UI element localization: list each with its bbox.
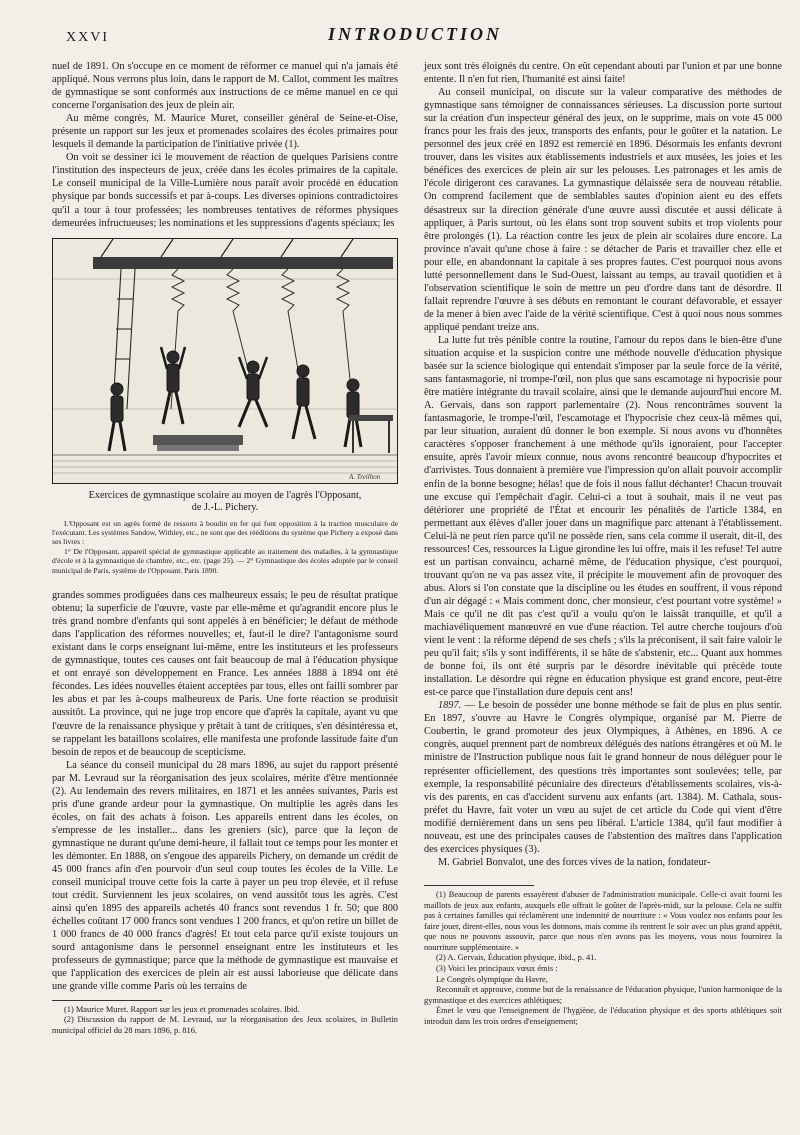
paragraph <box>424 699 782 856</box>
paragraph: nuel de 1891. On s'occupe en ce moment de réformer ce manuel qui n'a jamais été appliqué. Nous verrons plus loin, dans le rapport de M. Callot, comment les maîtres de gymnastique se sont conformés aux instructions de ce même manuel en ce qui concerne l'organisation des jeux de plein air. <box>52 61 398 112</box>
year-heading: 1897. <box>438 700 462 712</box>
paragraph: Au conseil municipal, on discute sur la valeur comparative des méthodes de gymnastique sans témoigner de connaissances sérieuses. La discussion porte surtout sur la création d'un inspecteur général des jeux, on le supprime, mais on vote 45 000 francs pour les frais des jeux, transports des enfants, pour le goûter et la natation. Le personnel des jeux créé en 1892 est remercié en 1896. Désormais les enfants devront trouver, dans les visites aux établissements industriels et aux musées, les joies et les bénéfices des exercices de plein air sur les pelouses. Les patronages et les amis de l'école dirigeront ces caravanes. La gymnastique délaissée sera de nouveau rétablie. On comprend facilement que de semblables sautes d'opinion aient eu des effets désastreux sur la direction générale d'une œuvre aussi discutée et aussi délicate à appliquer, à Paris surtout, où les élans sont trop souvent subits et trop violents pour être prolongés (1). La réaction contre les jeux de plein air scolaires dure encore. La province n'avait qu'une chose à faire : se détacher de Paris et travailler chez elle et pour elle, en abandonnant la capitale à ses propres fautes. C'est pourquoi nous avons lutté personnellement dans le Sud-Ouest, laissant au temps, au travail quotidien et à l'observation scientifique le soin de mettre un peu d'ordre dans tant de désordre. Il fallait reprendre l'œuvre à ses débuts en remontant le courant défavorable, et essayer de la mener à bien avec l'aide de la vérité scientifique. C'est à quoi nous nous sommes appliqué pendant treize ans. <box>424 87 782 333</box>
left-column <box>52 60 398 1036</box>
footnote: (1) Maurice Muret. Rapport sur les jeux et promenades scolaires. Ibid. <box>64 1004 300 1014</box>
figure-note: 1° De l'Opposant, appareil spécial de gymnastique applicable au traitement des maladies, à la gymnastique d'école et à la gymnastique de chambre, etc., etc. (page 25). — 2° Gymnastique des écoles adoptée par le conseil municipal de Paris, système de l'Opposant. Paris 1890. <box>52 546 398 575</box>
paragraph: La lutte fut très pénible contre la routine, l'amour du repos dans le bien-être d'une situation acquise et la suspicion contre une méthode nouvelle d'éducation physique basée sur la science biologique qui entendait s'imposer par la seule force de la vérité, sans fantasmagorie, ni trompe-l'œil, non plus que sans escamotage ni hypocrisie pour être matière intégrante du travail scolaire, ainsi que le demande aujourd'hui encore M. A. Gervais, dans son rapport parlementaire (2). Nous rencontrâmes souvent la fantasmagorie, le trompe-l'œil, l'escamotage et l'hypocrisie chez ceux-là mêmes qui, par leur situation, auraient dû donner le bon exemple. Si nous avons vu d'honnêtes caractères s'opposer franchement à une méthode qu'ils ignoraient, pour l'accepter ensuite, après l'avoir mieux connue, nous avons rencontré beaucoup d'hypocrites et d'arrivistes. Tous donnaient à première vue l'impression qu'on allait pouvoir accomplir enfin de la bonne besogne; hélas! que de fois il nous fallut déchanter! Chacun trouvait une excuse qui l'empêchait d'agir. Celui-ci a tout à souhait, mais il ne veut pas détériorer une propriété de l'État et encourir les pénalités de l'article 1384, en permettant aux élèves d'aller jouer dans un magnifique parc attenant à l'établissement. Celui-là ne peut rien parce qu'il ne possède rien, sans cela comme il userait, dit-il, des ressources! Ces, ressources la Ligue girondine les lui offre, mais il les refuse! Tel autre est un partisan convaincu, acharné même, de l'éducation physique, c'est pourquoi, trouvant qu'on ne va pas assez vite, il précipite le mouvement afin de provoquer des abus. Alors si l'on constate que la discipline ou les études en souffrent, il vous répond d'un air dégagé : « Mais comment donc, cher monsieur, c'est pourtant votre système! » Mais ce qu'il ne dit pas c'est qu'il a voulu qu'on le laissât tranquille, et qu'il a machiavéliquement manœuvré en vue d'une réaction. Tel autre cherche toujours d'où vient le vent : la réforme dépend de ses chefs ; s'ils la préconisent, il sait faire valoir le peu qu'il fait; s'ils y sont indifférents, il se hâte de s'abstenir, etc... Quant aux hommes de bonne foi, ils ont été surpris par le désordre inévitable qui précède toute installation. Le désordre qui règne en éducation physique est grand encore, peut-être est-ce parce que l'installation dure depuis cent ans! <box>424 334 782 699</box>
engraving-drawing <box>53 239 397 483</box>
right-column <box>424 60 782 1028</box>
page-number: XXVI <box>66 30 109 45</box>
footnote: Reconnaît et approuve, comme but de la renaissance de l'éducation physique, l'union harmonique de la gymnastique et des exercices athlétiques; <box>424 985 782 1005</box>
figure <box>52 238 398 575</box>
paragraph: grandes sommes prodiguées dans ces malheureux essais; le peu de résultat pratique obtenu; la superficie de l'œuvre, vaste par elle-même et qu'agrandit encore plus le très grand nombre d'enfants qui sont appelés à en bénéficier; le défaut de méthode dans l'application des réformes nouvelles; et, faut-il le dire? l'antagonisme sourd existant dans le corps enseignant lui-même, entre les instituteurs et les professeurs de gymnastique, toutes ces causes ont fait beaucoup de mal à l'éducation physique et ont enrayé son développement en France. Les années 1888 à 1894 ont été fécondes. Les idées nouvelles étaient acceptées par tous, elles ont failli sombrer par les abus et par les à-coups malheureux de Paris. Une forte réaction se produisit aussitôt. La province, qui ne juge trop encore que d'après la capitale, ayant vu que l'œuvre de la renaissance physique y prêtait à tant de critiques, s'en désintéressa et, se rappelant les bataillons scolaires, elle manifesta une profonde lassitude faite d'un besoin de repos et de beaucoup de scepticisme. <box>52 590 398 758</box>
figure-caption <box>52 490 398 515</box>
gymnastics-illustration <box>52 238 398 484</box>
footnotes <box>424 890 782 1028</box>
caption-line: de J.-L. Pichery. <box>191 502 259 514</box>
paragraph: On voit se dessiner ici le mouvement de réaction de quelques Parisiens contre l'institution des inspecteurs de jeux, créée dans les écoles primaires de la capitale. Le conseil municipal de la Ville-Lumière nous paraît avoir procédé en éducation physique par bonds successifs et par à-coups. Les diverses opinions contradictoires qu'il a tour à tour professées; les nombreuses tentatives de réformes physiques demeurées infructueuses; les nominations et les suppressions d'agents spéciaux; les <box>52 152 398 229</box>
paragraph-text: — Le besoin de posséder une bonne méthode se fait de plus en plus sentir. En 1897, s'ouvre au Havre le Congrès olympique, organisé par M. Pierre de Coubertin, le grand promoteur des jeux Olympiques, à Athènes, en 1896. A ce congrès, auquel prennent part de nombreux délégués des nations étrangères et où M. le ministre de l'Instruction publique nous fait le grand honneur de nous déléguer pour le représenter officiellement, des questions très importantes sont soulevées; telle, par exemple, la responsabilité pécuniaire des directeurs d'établissements scolaires, vis-à-vis des parents, en cas d'accident survenu aux enfants (art. 1384). M. Cathala, sous-préfet du Havre, fait voter un vœu au sujet de cet article du Code qui vient d'être modifié dernièrement dans un sens peu libéral. L'article 1384, qu'il faut modifier à nouveau, est une des principales causes de l'abstention des maîtres dans l'application des exercices physiques (3). <box>424 700 782 855</box>
figure-notes <box>52 519 398 575</box>
footnote: (2) Discussion du rapport de M. Levraud, sur la réorganisation des Jeux scolaires, in Bulletin municipal officiel du 28 mars 1896, p. 816. <box>52 1015 398 1035</box>
caption-line: Exercices de gymnastique scolaire au moyen de l'agrès l'Opposant, <box>88 489 362 501</box>
footnote: Émet le vœu que l'enseignement de l'hygiène, de l'éducation physique et des sports athlétiques soit introduit dans les trois ordres d'enseignement; <box>424 1006 782 1027</box>
running-title: INTRODUCTION <box>327 24 502 44</box>
footnote: (3) Voici les principaux vœux émis : <box>436 964 558 974</box>
footnotes <box>52 1005 398 1037</box>
footnote: Le Congrès olympique du Havre, <box>436 974 548 984</box>
paragraph: M. Gabriel Bonvalot, une des forces vives de la nation, fondateur- <box>438 856 711 868</box>
paragraph: La séance du conseil municipal du 28 mars 1896, au sujet du rapport présenté par M. Levraud sur la réorganisation des jeux scolaires, mérite d'être mentionnée (2). Au lendemain des revers militaires, en 1871 et les années suivantes, Paris est pris d'une grande ardeur pour la gymnastique. On multiplie les agrès dans les écoles, on fait des achats à foison. Les appareils entrent dans les écoles, on s'empresse de les installer... dans les greniers (sic), parce que la leçon de gymnastique ne durant qu'une demi-heure, il fallait tout ce temps pour les monter et les démonter. En 1888, on s'engoue des appareils Pichery, on demande un crédit de 45 000 francs afin d'en pourvoir d'un seul coup toutes les écoles de la Ville. Le conseil municipal trouve cette fois la carte à payer un peu trop élevée, et il refuse tout crédit. Surviennent les jeux scolaires, on vend aussitôt tous les agrès. C'est ainsi qu'en 1895 des appareils achetés 40 francs sont revendus 1 fr. 50; que 800 échelles coûtant 17 000 francs sont vendues 1 200 francs, et qu'on retire un billet de 1 000 francs de 40 000 francs d'agrès! Et tout cela parce qu'il existe toujours un sourd antagonisme dans le personnel enseignant entre les instituteurs et les professeurs de gymnastique; parce que la méthode de gymnastique est mauvaise et que l'application des exercices de plein air est aussi laborieuse que délicate dans une grande ville comme Paris où les terrains de <box>52 759 398 993</box>
running-header <box>50 22 780 48</box>
footnote: (1) Beaucoup de parents essayèrent d'abuser de l'administration municipale. Celle-ci avait fourni les maillots de jeux aux enfants, auxquels elle offrait le goûter de l'après-midi, sur la pelouse. Cela ne suffit pas à certaines familles qui réclamèrent une indemnité de nourriture : « Vous voulez nos enfants pour les faire jouer, dirent-elles, nous vous les donnons, mais comme ils rentrent le soir avec un plus grand appétit, que nous ne pouvons assouvir, parce que nous n'en avons pas les moyens, vous nous fournirez la nourriture supplémentaire. » <box>424 889 782 952</box>
paragraph: jeux sont très éloignés du centre. On eût cependant abouti par l'union et par une bonne entente. Il n'en fut rien, l'humanité est ainsi faite! <box>424 61 782 86</box>
footnote-rule <box>52 1000 162 1001</box>
artist-signature: A. Treilhon <box>349 472 381 481</box>
footnote: (2) A. Gervais, Éducation physique, ibid., p. 41. <box>436 953 597 963</box>
footnote-rule <box>424 885 534 886</box>
figure-note: L'Opposant est un agrès formé de ressorts à boudin en fer qui font opposition à la traction musculaire de l'exécutant. Les systèmes Sandow, Withley, etc., ne sont que des rééditions du système que Pichery a exposé dans ses livres : <box>52 518 398 547</box>
paragraph: Au même congrès, M. Maurice Muret, conseiller général de Seine-et-Oise, présente un rapport sur les jeux et promenades scolaires des écoles primaires pour lesquels il demande la participation de l'initiative privée (1). <box>52 113 398 151</box>
